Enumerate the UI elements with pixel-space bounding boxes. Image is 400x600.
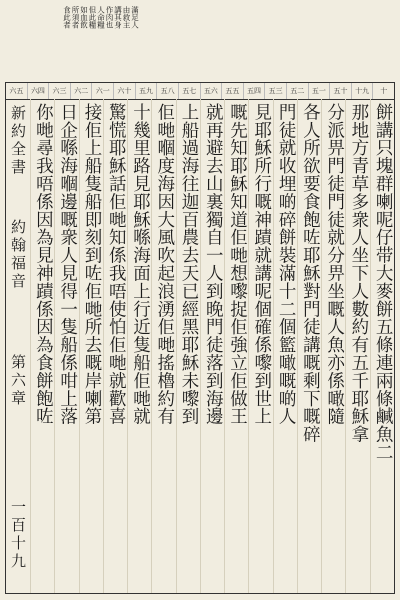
verse-number: 五六 (200, 83, 222, 99)
verse-number: 十九 (351, 83, 373, 99)
gospel-title: 約翰福音 (9, 219, 27, 291)
verse-number: 五九 (135, 83, 157, 99)
text-column: 佢哋嗰度海因大風吹起浪湧佢哋搖櫓約有 (151, 99, 175, 593)
text-column: 上船過海往迦百農去天已經黑耶穌未嚟到 (176, 99, 200, 593)
verse-number: 五七 (178, 83, 200, 99)
verse-number: 六十 (113, 83, 135, 99)
text-column: 見耶穌所行嘅神蹟就講呢個確係嚟到世上 (248, 99, 272, 593)
text-column: 十幾里路見耶穌喺海面上行近隻船佢哋就 (127, 99, 151, 593)
text-column: 驚慌耶穌話佢哋知係我唔使怕佢哋就歡喜 (103, 99, 127, 593)
text-column: 日企喺海嗰邊嘅衆人見得一隻船係咁上落 (54, 99, 78, 593)
annotation-line: 由救主 (122, 6, 131, 29)
body-text (30, 99, 394, 593)
verse-number: 十 (372, 83, 394, 99)
text-column: 接佢上船隻船即刻到咗佢哋所去嘅岸喇第 (79, 99, 103, 593)
verse-number: 五十 (329, 83, 351, 99)
text-column: 你哋尋我唔係因為見神蹟係因為食餅飽咗 (30, 99, 54, 593)
annotation-line: 滿足人 (130, 6, 140, 29)
text-column: 分派畀門徒門徒就分畀坐嘅人魚亦係噉隨 (321, 99, 345, 593)
text-column: 門徒就收埋啲碎餅裝滿十二個籃噉嘅啲人 (273, 99, 297, 593)
verse-number: 五五 (221, 83, 243, 99)
verse-number: 六二 (70, 83, 92, 99)
annotation-line: 作肉也 (105, 6, 114, 29)
annotation-line: 講其身 (113, 6, 123, 29)
verse-number: 五四 (243, 83, 265, 99)
text-frame (5, 82, 395, 594)
text-column: 餅講只塊群喇呢仔带大麥餅五條連兩條鹹魚二 (370, 99, 394, 593)
annotation-line: 人命糧 (96, 6, 106, 29)
chapter-label: 第六章 (9, 354, 27, 408)
verse-number: 六一 (91, 83, 113, 99)
verse-number: 五一 (308, 83, 330, 99)
text-column: 那地方青草多衆人坐下人數約有五千耶穌拿 (345, 99, 369, 593)
verse-number: 六三 (48, 83, 70, 99)
verse-number: 六四 (27, 83, 49, 99)
annotation-block (63, 6, 139, 76)
text-column: 嘅先知耶穌知道佢哋想嚟捉佢強立佢做王 (224, 99, 248, 593)
page-number: 一百十九 (9, 499, 27, 571)
annotation-line: 但此糧 (88, 6, 97, 29)
annotation-line: 所須者 (71, 6, 80, 29)
text-column: 各人所欲要食飽咗耶穌對門徒講嘅剩下嘅碎 (297, 99, 321, 593)
annotation-line: 食此者 (62, 6, 72, 29)
verse-number: 六五 (9, 87, 24, 95)
running-title (6, 99, 31, 593)
verse-number: 五八 (156, 83, 178, 99)
verse-number: 五二 (286, 83, 308, 99)
book-title: 新約全書 (9, 105, 27, 177)
verse-number-strip (6, 83, 394, 100)
annotation-line: 如血飲 (79, 6, 89, 29)
verse-number: 五三 (264, 83, 286, 99)
text-column: 就再避去山裏獨自一人到晚門徒落到海邊 (200, 99, 224, 593)
